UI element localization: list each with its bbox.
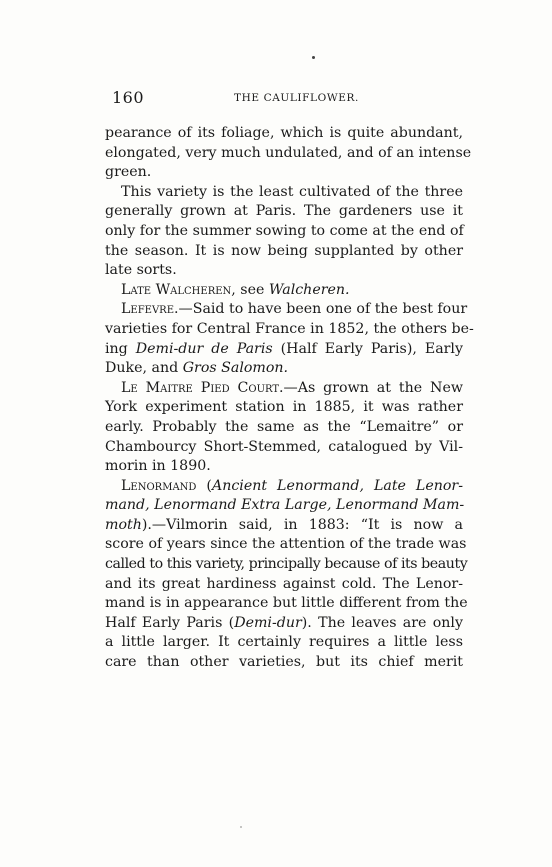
ink-speck xyxy=(240,826,242,828)
text-line: early. Probably the same as the “Lemaitre” or xyxy=(105,418,463,435)
text-line: morin in 1890. xyxy=(105,458,211,475)
entry-lenormand xyxy=(105,477,463,497)
entry-late-walcheren xyxy=(105,281,463,301)
text-line: only for the summer sowing to come at the end of xyxy=(105,222,464,239)
text-line xyxy=(105,496,463,516)
text-run: (Half Early Paris), Early xyxy=(272,340,463,357)
text-run: ). The leaves are only xyxy=(301,614,463,631)
text-run: ( xyxy=(196,477,212,494)
entry-term: Lenormand xyxy=(121,477,197,494)
entry-text: —Said to have been one of the best four xyxy=(178,301,468,318)
text-line xyxy=(105,340,463,360)
variety-name: Demi-dur xyxy=(234,614,302,631)
text-line: elongated, very much undulated, and of an intense xyxy=(105,144,472,161)
entry-text: —As grown at the New xyxy=(283,379,463,396)
text-line: and its great hardiness against cold. The Lenor- xyxy=(105,575,463,592)
text-line: generally grown at Paris. The gardeners use it xyxy=(105,203,463,220)
text-line xyxy=(105,359,463,379)
text-run: Half Early Paris ( xyxy=(105,614,235,631)
text-run: Duke, and xyxy=(105,360,183,377)
text-line: late sorts. xyxy=(105,262,177,279)
entry-le-maitre xyxy=(105,379,463,399)
ink-speck xyxy=(312,56,315,59)
synonyms: Ancient Lenormand, Late Lenor- xyxy=(211,477,463,494)
entry-term: Lefevre. xyxy=(121,301,179,318)
text-line xyxy=(105,516,463,536)
variety-name: Gros Salomon. xyxy=(182,360,289,377)
text-line: called to this variety, principally because of its beauty xyxy=(105,556,468,573)
text-line: green. xyxy=(105,164,152,181)
entry-term: Le Maitre Pied Court. xyxy=(121,379,284,396)
text-line: Chambourcy Short-Stemmed, catalogued by Vil- xyxy=(105,438,463,455)
running-head: THE CAULIFLOWER. xyxy=(234,92,359,104)
synonyms: moth xyxy=(105,516,142,533)
text-line: varieties for Central France in 1852, the others be- xyxy=(105,320,474,337)
text-line xyxy=(105,614,463,634)
text-line: care than other varieties, but its chief merit xyxy=(105,654,463,671)
text-line: mand is in appearance but little different from the xyxy=(105,595,468,612)
text-line: score of years since the attention of the trade was xyxy=(105,536,467,553)
text-line: the season. It is now being supplanted by other xyxy=(105,242,463,259)
body-text xyxy=(105,124,474,673)
text-line: a little larger. It certainly requires a little less xyxy=(105,634,463,651)
synonyms: mand, Lenormand Extra Large, Lenormand Mam- xyxy=(105,497,465,514)
variety-name: Demi-dur de Paris xyxy=(135,340,273,357)
entry-text: , see xyxy=(231,281,269,298)
entry-lefevre xyxy=(105,300,468,320)
text-run: ).—Vilmorin said, in 1883: “It is now a xyxy=(141,516,463,533)
text-line: This variety is the least cultivated of the three xyxy=(121,183,463,200)
text-line: York experiment station in 1885, it was rather xyxy=(105,399,463,416)
text-line: pearance of its foliage, which is quite abundant, xyxy=(105,125,463,141)
page-header xyxy=(112,88,462,108)
page-number: 160 xyxy=(112,88,145,107)
text-run: ing xyxy=(105,340,136,357)
entry-reference: Walcheren. xyxy=(268,281,350,298)
entry-term: Late Walcheren xyxy=(121,281,232,298)
